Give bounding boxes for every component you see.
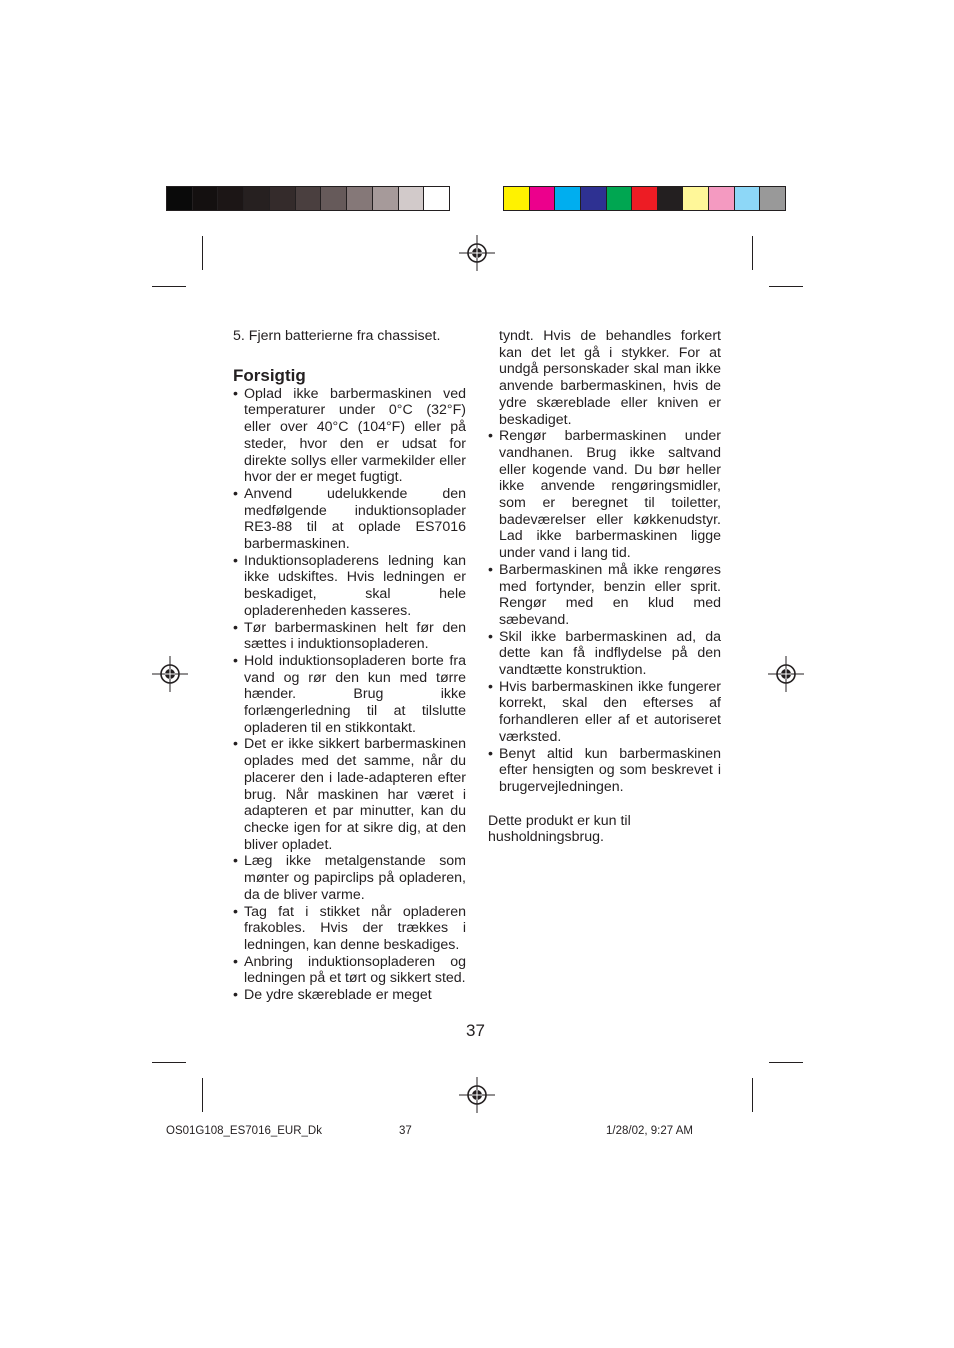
list-item: • Tag fat i stikket når opladeren frakobles. Hvis der trækkes i ledningen, kan denne beskadiges. xyxy=(233,904,466,954)
registration-mark-icon xyxy=(459,1077,495,1113)
color-swatch xyxy=(167,187,193,210)
list-item: • Anvend udelukkende den medfølgende induktionsoplader RE3-88 til at oplade ES7016 barbermaskinen. xyxy=(233,486,466,553)
color-swatch xyxy=(244,187,270,210)
list-item: • Benyt altid kun barbermaskinen efter hensigten og som beskrevet i brugervejledningen. xyxy=(488,746,721,796)
color-swatch xyxy=(555,187,581,210)
color-swatch xyxy=(683,187,709,210)
color-swatch xyxy=(296,187,322,210)
list-item: • Anbring induktionsopladeren og ledningen på et tørt og sikkert sted. xyxy=(233,954,466,987)
process-color-calibration-bar xyxy=(503,186,786,211)
color-swatch xyxy=(373,187,399,210)
crop-mark xyxy=(202,1078,203,1112)
list-item: • De ydre skæreblade er meget xyxy=(233,987,466,1004)
color-swatch xyxy=(399,187,425,210)
right-column xyxy=(488,328,721,846)
continued-text: tyndt. Hvis de behandles forkert kan det let gå i stykker. For at undgå personskader skal man ikke anvende barbermaskinen, hvis de ydre skæreblade eller kniven er beskadiget. xyxy=(499,328,721,428)
color-swatch xyxy=(270,187,296,210)
color-swatch xyxy=(658,187,684,210)
left-column xyxy=(233,328,466,1004)
crop-mark xyxy=(152,1062,186,1063)
registration-mark-icon xyxy=(459,235,495,271)
color-swatch xyxy=(321,187,347,210)
section-heading: Forsigtig xyxy=(233,365,306,385)
crop-mark xyxy=(152,286,186,287)
caution-list xyxy=(233,386,466,1004)
household-note: Dette produkt er kun til husholdningsbrug. xyxy=(488,812,631,846)
grayscale-calibration-bar xyxy=(166,186,450,211)
footer-filename: OS01G108_ES7016_EUR_Dk xyxy=(166,1125,322,1137)
color-swatch xyxy=(735,187,761,210)
list-item: • Induktionsopladerens ledning kan ikke udskiftes. Hvis ledningen er beskadiget, skal hele opladerenheden kasseres. xyxy=(233,553,466,620)
crop-mark xyxy=(202,236,203,270)
list-item: • Læg ikke metalgenstande som mønter og papirclips på opladeren, da de bliver varme. xyxy=(233,853,466,903)
color-swatch xyxy=(347,187,373,210)
footer-page: 37 xyxy=(399,1125,412,1137)
list-item: • Rengør barbermaskinen under vandhanen. Brug ikke saltvand eller kogende vand. Du bør heller ikke anvende rengøringsmidler, som er beregnet til toiletter, badeværelser eller køkkenudstyr. Lad ikke barbermaskinen ligge under vand i lang tid. xyxy=(488,428,721,562)
list-item: • Skil ikke barbermaskinen ad, da dette kan få indflydelse på den vandtætte konstruktion. xyxy=(488,629,721,679)
color-swatch xyxy=(607,187,633,210)
crop-mark xyxy=(752,1078,753,1112)
crop-mark xyxy=(769,1062,803,1063)
color-swatch xyxy=(218,187,244,210)
crop-mark xyxy=(752,236,753,270)
color-swatch xyxy=(424,187,449,210)
list-item: • Tør barbermaskinen helt før den sættes i induktionsopladeren. xyxy=(233,620,466,653)
step-5: 5. Fjern batterierne fra chassiset. xyxy=(233,328,441,344)
list-item: • Hold induktionsopladeren borte fra vand og rør den kun med tørre hænder. Brug ikke forlængerledning til at tilslutte opladeren til en stikkontakt. xyxy=(233,653,466,737)
color-swatch xyxy=(504,187,530,210)
page-number: 37 xyxy=(466,1021,485,1040)
color-swatch xyxy=(193,187,219,210)
list-item: • Oplad ikke barbermaskinen ved temperaturer under 0°C (32°F) eller over 40°C (104°F) eller på steder, hvor den er udsat for direkte sollys eller varmekilder eller hvor der er meget fugtigt. xyxy=(233,386,466,486)
registration-mark-icon xyxy=(152,656,188,692)
color-swatch xyxy=(709,187,735,210)
crop-mark xyxy=(769,286,803,287)
color-swatch xyxy=(760,187,785,210)
color-swatch xyxy=(530,187,556,210)
registration-mark-icon xyxy=(768,656,804,692)
list-item: • Barbermaskinen må ikke rengøres med fortynder, benzin eller sprit. Rengør med en klud med sæbevand. xyxy=(488,562,721,629)
footer-timestamp: 1/28/02, 9:27 AM xyxy=(606,1125,693,1137)
color-swatch xyxy=(632,187,658,210)
color-swatch xyxy=(581,187,607,210)
list-item: • Det er ikke sikkert barbermaskinen oplades med det samme, når du placerer den i lade-adapteren efter brug. Når maskinen har været i adapteren et par minutter, kan du checke igen for at sikre dig, at den bliver opladet. xyxy=(233,736,466,853)
list-item: • Hvis barbermaskinen ikke fungerer korrekt, skal den efterses af forhandleren eller af et autoriseret værksted. xyxy=(488,679,721,746)
caution-list-continued xyxy=(488,428,721,795)
